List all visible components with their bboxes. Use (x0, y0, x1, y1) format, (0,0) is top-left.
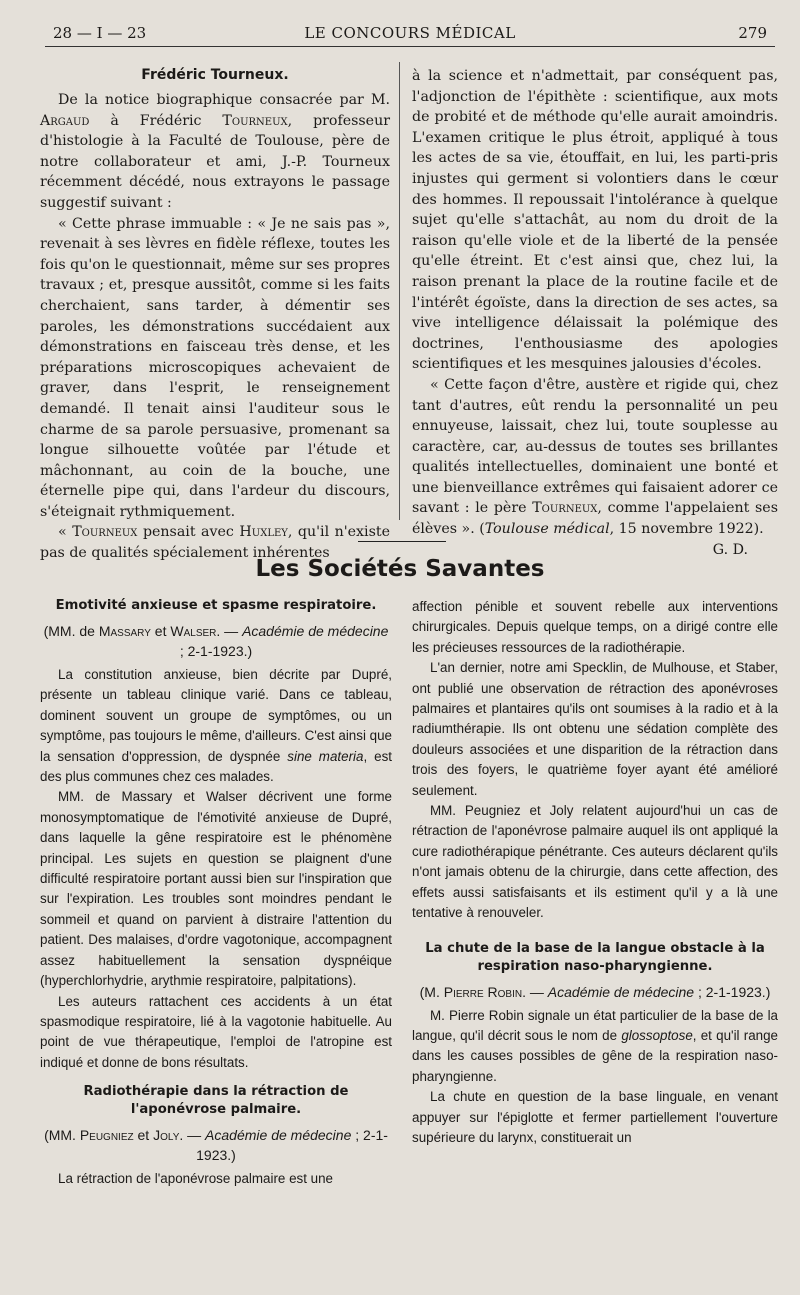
header-date: 28 — I — 23 (53, 24, 147, 42)
tourneux-title: Frédéric Tourneux. (141, 67, 289, 83)
signature: G. D. (712, 541, 748, 558)
section-title: Les Sociétés Savantes (255, 556, 545, 582)
societes-left-column (40, 597, 392, 1190)
societes-right-column (412, 597, 778, 1148)
langue-citation: (M. Pierre Robin. — Académie de médecine ; 2-1-1923.) (419, 983, 771, 1000)
emotivite-citation: (MM. de Massary et Walser. — Académie de médecine ; 2-1-1923.) (43, 623, 389, 659)
tourneux-paragraph-4: à la science et n'admettait, par conséquent pas, l'adjonction de l'épithète : scientifique, aux mots de probité et de méthode qu'elle aurait amoindris. L'examen critique le plus étroit, appliqué à tous les actes de sa vie, étouffait, en lui, les parti-pris injustes qui germent si volontiers dans le cœur des hommes. Il repoussait l'intolérance à quelque sujet qu'elle s'attachât, au nom du droit de la raison qu'elle viole et de la liberté de la pensée qu'elle étreint. Et c'est ainsi que, chez lui, la raison prenant la place de la routine facile et de l'intérêt égoïste, dans la direction de ses actes, sa vive intelligence délaissait la polémique des doctrines, l'enthousiasme des apologies scientifiques et les mesquines jalousies d'écoles. (412, 68, 778, 373)
section-rule (358, 541, 446, 542)
emotivite-title: Emotivité anxieuse et spasme respiratoire. (55, 598, 377, 613)
radio-paragraph-2: affection pénible et souvent rebelle aux interventions chirurgicales. Depuis quelque temps, on a dirigé contre elle les précieuses ressources de la radiothérapie. (412, 599, 778, 655)
emotivite-paragraph-2: MM. de Massary et Walser décrivent une forme monosymptomatique de l'émotivité anxieuse de Dupré, dans laquelle la gêne respiratoire est le phénomène principal. Les sujets en question se plaignent d'une difficulté respiratoire portant aussi bien sur l'inspiration que sur l'expiration. Les troubles sont moindres pendant le sommeil et quand on parvient à distraire l'attention du patient. Des malaises, d'ordre vagotonique, accompagnent assez habituellement la sensation dyspnéique (hyperchlorhydrie, arythmie respiratoire, palpitations). (40, 789, 392, 989)
tourneux-left-column (40, 66, 390, 564)
langue-title: La chute de la base de la langue obstacle à la respiration naso-pharyngienne. (425, 940, 765, 974)
tourneux-paragraph-3: « Tourneux pensait avec Huxley, qu'il n'existe pas de qualités spécialement inhérentes (40, 524, 390, 562)
radio-paragraph-4: MM. Peugniez et Joly relatent aujourd'hui un cas de rétraction de l'aponévrose palmaire auquel ils ont appliqué la cure radiothérapique pénétrante. Ces auteurs déclarent qu'ils n'ont jamais obtenu de la chirurgie, dans cette affection, des effets aussi satisfaisants et ils estiment qu'il y a là une tentative à renouveler. (412, 803, 778, 921)
emotivite-paragraph-1: La constitution anxieuse, bien décrite par Dupré, présente un tableau clinique varié. Dans ce tableau, dominent souvent un groupe de symptômes, ou un symptôme, pas toujours le même, d'ailleurs. C'est ainsi que la sensation d'oppression, de dyspnée sine materia, est des plus communes chez ces malades. (40, 667, 392, 785)
tourneux-paragraph-2: « Cette phrase immuable : « Je ne sais pas », revenait à ses lèvres en fidèle réflexe, toutes les fois qu'on le questionnait, même sur ses propres travaux ; et, presque aussitôt, comme si les faits cherchaient, sans tarder, à démentir ses paroles, les démonstrations succédaient aux démonstrations en faisceau très dense, et les préparations microscopiques achevaient de graver, dans l'esprit, le renseignement demandé. Il tenait ainsi l'auditeur sous le charme de sa parole persuasive, promenant sa longue silhouette voûtée par l'étude et mâchonnant, au coin de la bouche, une éternelle pipe qui, dans l'ardeur du discours, s'éteignait rythmiquement. (40, 215, 390, 520)
radio-paragraph-1: La rétraction de l'aponévrose palmaire est une (58, 1171, 333, 1187)
langue-paragraph-2: La chute en question de la base linguale, en venant appuyer sur l'épiglotte et fermer partiellement l'ouverture supérieure du larynx, constituerait un (412, 1089, 778, 1145)
page-number: 279 (738, 24, 767, 42)
column-divider (399, 62, 400, 520)
journal-title: LE CONCOURS MÉDICAL (304, 24, 516, 42)
tourneux-right-column (412, 66, 778, 560)
radio-paragraph-3: L'an dernier, notre ami Specklin, de Mulhouse, et Staber, ont publié une observation de rétraction des aponévroses palmaires et plantaires qu'ils ont soumises à la radio et à la radiumthérapie. Ils ont obtenu une sédation complète des douleurs associées et une disparition de la rétraction dans trois des foyers, le quatrième foyer ayant été amélioré seulement. (412, 660, 778, 798)
tourneux-paragraph-1: De la notice biographique consacrée par M. Argaud à Frédéric Tourneux, professeur d'histologie à la Faculté de Toulouse, père de notre collaborateur et ami, J.-P. Tourneux récemment décédé, nous extrayons le passage suggestif suivant : (40, 92, 390, 211)
radio-citation: (MM. Peugniez et Joly. — Académie de médecine ; 2-1-1923.) (44, 1127, 388, 1164)
langue-paragraph-1: M. Pierre Robin signale un état particulier de la base de la langue, qu'il décrit sous le nom de glossoptose, et qu'il range dans les causes possibles de gêne de la respiration naso-pharyngienne. (412, 1007, 778, 1084)
emotivite-paragraph-3: Les auteurs rattachent ces accidents à un état spasmodique respiratoire, lié à la vagotonie habituelle. Au point de vue thérapeutique, l'emploi de l'atropine est indiqué et donne de bons résultats. (40, 993, 392, 1070)
radio-title: Radiothérapie dans la rétraction de l'aponévrose palmaire. (83, 1084, 349, 1118)
running-header (45, 20, 775, 47)
tourneux-paragraph-5: « Cette façon d'être, austère et rigide qui, chez tant d'autres, eût rendu la personnalité un peu ennuyeuse, laissait, chez lui, toute souplesse au caractère, car, au-dessus de toutes ses brillantes qualités intellectuelles, dominaient une bonté et une bienveillance extrêmes qui faisaient adorer ce savant : le père Tourneux, comme l'appelaient ses élèves ». (Toulouse médical, 15 novembre 1922). G. D. (412, 375, 778, 540)
